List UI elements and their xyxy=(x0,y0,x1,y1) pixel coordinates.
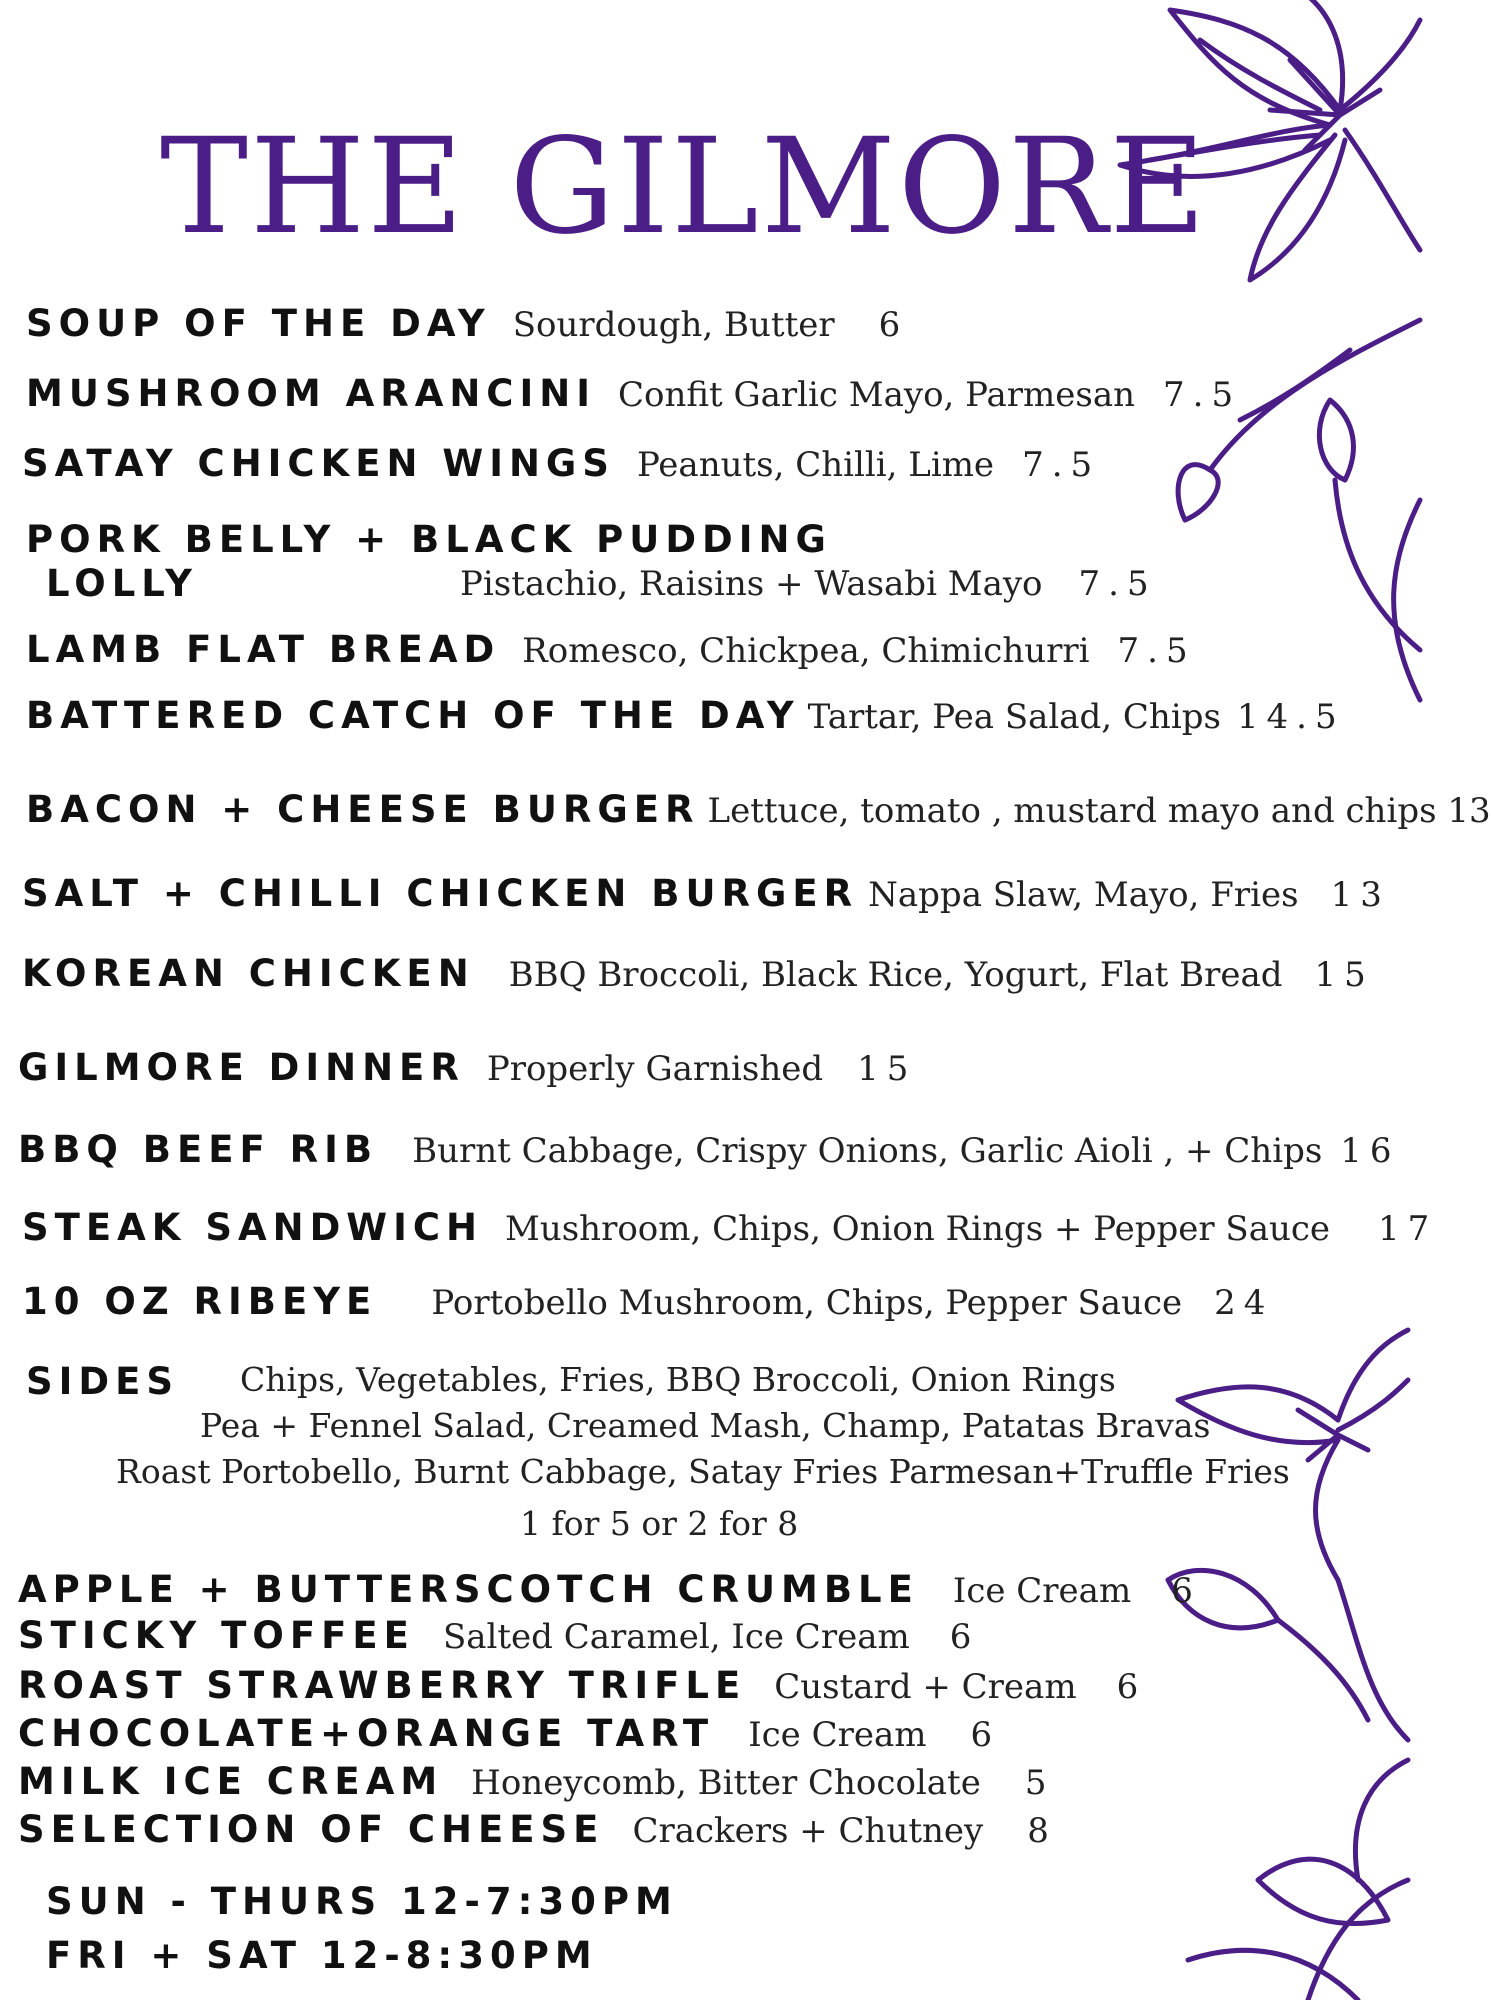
item-desc: Portobello Mushroom, Chips, Pepper Sauce xyxy=(431,1283,1183,1323)
sides-heading: SIDES xyxy=(26,1360,180,1403)
menu-item-line2 xyxy=(46,562,198,605)
item-name: SOUP OF THE DAY xyxy=(26,302,491,345)
item-desc: Properly Garnished xyxy=(486,1049,824,1089)
item-name: BACON + CHEESE BURGER xyxy=(26,788,700,831)
dessert-name: CHOCOLATE+ORANGE TART xyxy=(18,1712,715,1755)
item-price: 16 xyxy=(1340,1131,1400,1171)
sides-label xyxy=(26,1360,179,1403)
dessert-price: 6 xyxy=(949,1617,980,1657)
dessert-name: STICKY TOFFEE xyxy=(18,1614,415,1657)
item-name: BATTERED CATCH OF THE DAY xyxy=(26,694,800,737)
dessert-desc: Honeycomb, Bitter Chocolate xyxy=(471,1763,981,1803)
item-price: 7.5 xyxy=(1078,564,1157,604)
opening-hours-line: SUN - THURS 12-7:30PM xyxy=(46,1880,678,1923)
restaurant-title: THE GILMORE xyxy=(160,110,1208,264)
item-name: LAMB FLAT BREAD xyxy=(26,628,501,671)
opening-hours-line: FRI + SAT 12-8:30PM xyxy=(46,1934,598,1977)
dessert-name: SELECTION OF CHEESE xyxy=(18,1808,605,1851)
item-desc: Confit Garlic Mayo, Parmesan xyxy=(617,375,1136,415)
item-desc: Peanuts, Chilli, Lime xyxy=(636,445,995,485)
dessert-name: MILK ICE CREAM xyxy=(18,1760,444,1803)
sides-price: 1 for 5 or 2 for 8 xyxy=(520,1504,799,1543)
dessert-item xyxy=(18,1614,979,1657)
dessert-price: 8 xyxy=(1027,1811,1057,1851)
item-name: MUSHROOM ARANCINI xyxy=(26,372,596,415)
item-name-cont: LOLLY xyxy=(46,562,198,605)
item-name: 10 OZ RIBEYE xyxy=(22,1280,378,1323)
item-desc: Mushroom, Chips, Onion Rings + Pepper Sauce xyxy=(505,1209,1331,1249)
item-desc: Tartar, Pea Salad, Chips xyxy=(807,697,1221,737)
item-name: PORK BELLY + BLACK PUDDING xyxy=(26,518,832,561)
item-desc: Burnt Cabbage, Crispy Onions, Garlic Aioli , + Chips xyxy=(412,1131,1323,1171)
menu-item xyxy=(26,302,908,345)
dessert-item xyxy=(18,1568,1201,1611)
dessert-price: 6 xyxy=(1116,1667,1147,1707)
item-name: GILMORE DINNER xyxy=(18,1046,465,1089)
item-price: 15 xyxy=(857,1049,917,1089)
item-desc: Romesco, Chickpea, Chimichurri xyxy=(522,631,1090,671)
item-desc: Nappa Slaw, Mayo, Fries xyxy=(868,875,1299,915)
item-price: 14.5 xyxy=(1236,697,1345,737)
menu-item xyxy=(22,952,1374,995)
item-name: BBQ BEEF RIB xyxy=(18,1128,379,1171)
dessert-desc: Ice Cream xyxy=(748,1715,927,1755)
item-name: KOREAN CHICKEN xyxy=(22,952,475,995)
menu-item xyxy=(26,788,1491,831)
item-price: 7.5 xyxy=(1117,631,1196,671)
menu-item xyxy=(26,372,1241,415)
menu-item xyxy=(22,872,1390,915)
item-name: STEAK SANDWICH xyxy=(22,1206,484,1249)
menu-item xyxy=(22,1206,1437,1249)
menu-item xyxy=(26,518,832,561)
menu-item-detail xyxy=(460,564,1157,604)
item-price: 7.5 xyxy=(1022,445,1101,485)
dessert-name: APPLE + BUTTERSCOTCH CRUMBLE xyxy=(18,1568,919,1611)
item-desc: Lettuce, tomato , mustard mayo and chips 13 xyxy=(707,791,1491,831)
item-name: SATAY CHICKEN WINGS xyxy=(22,442,615,485)
menu-item xyxy=(26,694,1345,737)
sides-line: Chips, Vegetables, Fries, BBQ Broccoli, Onion Rings xyxy=(240,1360,1116,1399)
item-price: 24 xyxy=(1214,1283,1274,1323)
sides-line: Roast Portobello, Burnt Cabbage, Satay Fries Parmesan+Truffle Fries xyxy=(116,1452,1290,1491)
item-desc: Pistachio, Raisins + Wasabi Mayo xyxy=(460,564,1043,604)
item-price: 15 xyxy=(1314,955,1374,995)
dessert-item xyxy=(18,1760,1054,1803)
dessert-price: 5 xyxy=(1024,1763,1055,1803)
item-price: 17 xyxy=(1378,1209,1438,1249)
dessert-name: ROAST STRAWBERRY TRIFLE xyxy=(18,1664,747,1707)
dessert-desc: Salted Caramel, Ice Cream xyxy=(442,1617,910,1657)
item-price: 13 xyxy=(1330,875,1390,915)
item-name: SALT + CHILLI CHICKEN BURGER xyxy=(22,872,859,915)
item-desc: Sourdough, Butter xyxy=(512,305,835,345)
item-price: 7.5 xyxy=(1163,375,1242,415)
item-desc: BBQ Broccoli, Black Rice, Yogurt, Flat Bread xyxy=(508,955,1283,995)
menu-item xyxy=(18,1046,916,1089)
item-price: 6 xyxy=(878,305,909,345)
dessert-desc: Custard + Cream xyxy=(774,1667,1077,1707)
sides-line: Pea + Fennel Salad, Creamed Mash, Champ, Patatas Bravas xyxy=(200,1406,1211,1445)
menu-item xyxy=(22,1280,1273,1323)
dessert-price: 6 xyxy=(1171,1571,1201,1611)
dessert-desc: Crackers + Chutney xyxy=(632,1811,984,1851)
menu-item xyxy=(26,628,1196,671)
menu-item xyxy=(18,1128,1400,1171)
dessert-price: 6 xyxy=(970,1715,1001,1755)
dessert-item xyxy=(18,1712,1000,1755)
dessert-desc: Ice Cream xyxy=(952,1571,1132,1611)
menu-item xyxy=(22,442,1100,485)
dessert-item xyxy=(18,1808,1057,1851)
dessert-item xyxy=(18,1664,1146,1707)
